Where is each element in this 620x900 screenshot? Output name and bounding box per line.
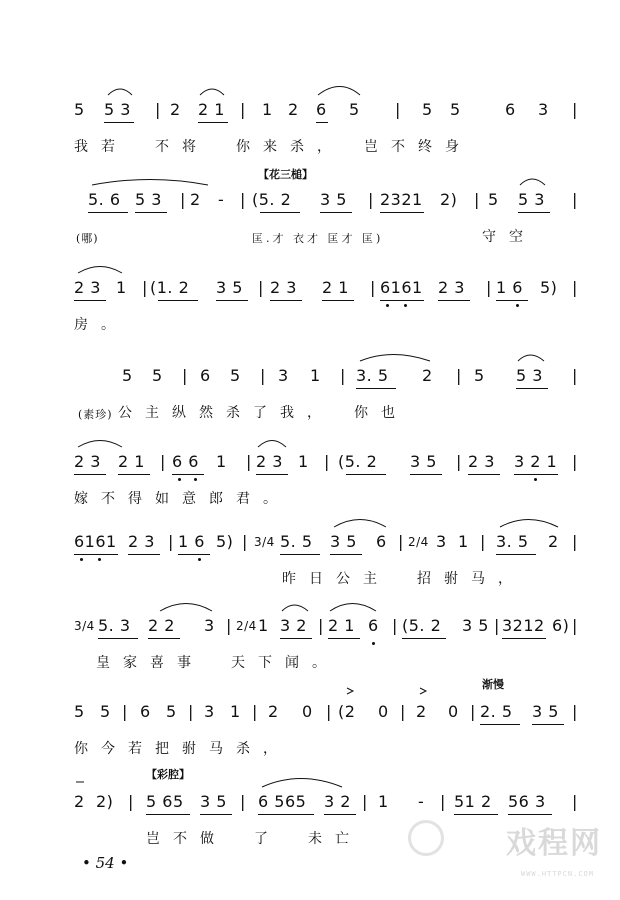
- note-group: 51 2: [454, 792, 492, 811]
- time-signature: 3/4: [254, 535, 275, 549]
- note: 5: [100, 702, 111, 721]
- barline: |: [168, 532, 174, 551]
- lyric-line: 岂不做 了 未亡: [146, 831, 362, 847]
- slur-marks: [0, 614, 620, 700]
- slur-marks: [0, 530, 620, 616]
- note-group: (5. 2: [402, 616, 442, 635]
- lyric-line: 皇家喜事 天下闻。: [96, 655, 339, 671]
- note: 5): [216, 532, 234, 551]
- barline: |: [240, 190, 246, 209]
- barline: |: [340, 366, 346, 385]
- barline: |: [392, 616, 398, 635]
- section-label: 【花三槌】: [258, 168, 313, 181]
- watermark-url: WWW.HTTPCN.COM: [520, 870, 594, 878]
- barline: |: [494, 616, 500, 635]
- lyric-line: 你今若把驸马杀，: [74, 741, 290, 757]
- barline: |: [572, 452, 578, 471]
- note: (2: [338, 702, 356, 721]
- barline: |: [182, 366, 188, 385]
- note: 1: [116, 278, 127, 297]
- barline: |: [572, 792, 578, 811]
- barline: |: [572, 366, 578, 385]
- note: 2: [190, 190, 201, 209]
- percussion-line: 匡.才 衣才 匡才 匡): [252, 232, 384, 245]
- barline: |: [572, 100, 578, 119]
- note: 6: [200, 366, 211, 385]
- note-group: 56 3: [508, 792, 546, 811]
- barline: |: [572, 702, 578, 721]
- barline: |: [400, 702, 406, 721]
- lyric-line: 守空: [482, 229, 536, 245]
- note-group: 5 3: [104, 100, 131, 119]
- barline: |: [326, 702, 332, 721]
- note: 2): [96, 792, 114, 811]
- note: 1: [310, 366, 321, 385]
- score-system-3: [0, 276, 620, 362]
- note-group: 5 3: [518, 190, 545, 209]
- note: 3: [538, 100, 549, 119]
- note-group: 3 5: [462, 616, 489, 635]
- barline: |: [324, 452, 330, 471]
- watermark-text: 戏程网: [506, 826, 602, 861]
- note-group: 2 3: [128, 532, 155, 551]
- note: 6: [140, 702, 151, 721]
- watermark-logo-icon: [408, 820, 444, 856]
- note: 6: [376, 532, 387, 551]
- note-group: 5. 5: [280, 532, 313, 551]
- lyric-prefix: (哪): [76, 232, 99, 245]
- note: 2: [288, 100, 299, 119]
- note-group: 2321: [380, 190, 423, 209]
- note: 0: [302, 702, 313, 721]
- lyric-line: 我若 不将 你来杀， 岂不终身: [74, 139, 472, 155]
- note: 5: [450, 100, 461, 119]
- barline: |: [572, 190, 578, 209]
- note: 3: [204, 702, 215, 721]
- note-group: 5 3: [135, 190, 162, 209]
- note: 5: [422, 100, 433, 119]
- barline: |: [486, 278, 492, 297]
- slur-marks: [0, 364, 620, 450]
- note-group: 6 6: [172, 452, 199, 471]
- barline: |: [188, 702, 194, 721]
- barline: |: [474, 190, 480, 209]
- barline: |: [240, 792, 246, 811]
- time-signature: 3/4: [74, 619, 95, 633]
- barline: |: [242, 532, 248, 551]
- slur-marks: [0, 276, 620, 362]
- note-group: 3 5: [320, 190, 347, 209]
- page-number: • 54 •: [82, 854, 129, 872]
- barline: |: [456, 452, 462, 471]
- barline: |: [122, 702, 128, 721]
- note: 2: [422, 366, 433, 385]
- note-group: 3 2: [324, 792, 351, 811]
- note: 2: [416, 702, 427, 721]
- note: 2: [170, 100, 181, 119]
- slur-marks: [0, 450, 620, 536]
- note-group: 3 5: [200, 792, 227, 811]
- score-system-2: [0, 168, 620, 274]
- note-group: 3. 5: [356, 366, 389, 385]
- tempo-marking: 渐慢: [482, 678, 504, 691]
- note-group: 3 2: [280, 616, 307, 635]
- note-group: 3 5: [532, 702, 559, 721]
- score-system-6: [0, 530, 620, 616]
- note: 2): [440, 190, 458, 209]
- score-system-4: [0, 364, 620, 450]
- barline: |: [362, 792, 368, 811]
- accent-marks: [0, 700, 620, 786]
- score-system-8: [0, 678, 620, 786]
- note-group: 2 3: [438, 278, 465, 297]
- lyric-prefix: (素珍): [78, 408, 113, 421]
- note: 0: [378, 702, 389, 721]
- note: 1: [262, 100, 273, 119]
- note: 6: [368, 616, 379, 635]
- note: 3: [436, 532, 447, 551]
- barline: |: [240, 100, 246, 119]
- note-group: 3 5: [330, 532, 357, 551]
- note-group: 6 565: [258, 792, 307, 811]
- note-group: 3 5: [216, 278, 243, 297]
- note-group: 2 1: [118, 452, 145, 471]
- barline: |: [395, 100, 401, 119]
- note-group: 3 2 1: [514, 452, 558, 471]
- note-group: 3212: [502, 616, 545, 635]
- note-group: 5 65: [146, 792, 184, 811]
- note-group: 1 6: [496, 278, 523, 297]
- note-group: 6161: [74, 532, 117, 551]
- lyric-line: 房。: [74, 317, 128, 333]
- lyric-line: 昨日公主 招驸马，: [282, 571, 525, 587]
- note: 5: [74, 100, 85, 119]
- lyric-line: 公主纵然杀了我， 你也: [118, 405, 408, 421]
- note-group: 3 5: [410, 452, 437, 471]
- note: 2: [74, 792, 85, 811]
- barline: |: [456, 366, 462, 385]
- note-group: 5. 6: [88, 190, 121, 209]
- note-group: 2 3: [74, 278, 101, 297]
- note-group: (1. 2: [150, 278, 190, 297]
- slur-marks: [0, 188, 620, 274]
- barline: |: [572, 532, 578, 551]
- note: 5: [152, 366, 163, 385]
- barline: |: [260, 366, 266, 385]
- barline: |: [258, 278, 264, 297]
- note-group: 2. 5: [480, 702, 513, 721]
- note-group: 2 1: [328, 616, 355, 635]
- note: -: [218, 190, 225, 209]
- score-system-7: [0, 614, 620, 700]
- note: 1: [458, 532, 469, 551]
- note-group: 3. 5: [496, 532, 529, 551]
- time-signature: 2/4: [236, 619, 257, 633]
- barline: |: [440, 792, 446, 811]
- barline: |: [128, 792, 134, 811]
- barline: |: [470, 702, 476, 721]
- barline: |: [142, 278, 148, 297]
- note-group: 2 3: [468, 452, 495, 471]
- barline: |: [572, 616, 578, 635]
- note-group: 2 3: [270, 278, 297, 297]
- note-group: 2 3: [74, 452, 101, 471]
- note: 5: [488, 190, 499, 209]
- note: 1: [216, 452, 227, 471]
- barline: |: [155, 100, 161, 119]
- note: 5: [122, 366, 133, 385]
- barline: |: [480, 532, 486, 551]
- note: 5: [474, 366, 485, 385]
- note: 3: [204, 616, 215, 635]
- note: 0: [448, 702, 459, 721]
- barline: |: [318, 616, 324, 635]
- note-group: 6161: [380, 278, 423, 297]
- lyric-line: 嫁不得如意郎君。: [74, 491, 290, 507]
- barline: |: [252, 702, 258, 721]
- barline: |: [160, 452, 166, 471]
- barline: |: [572, 278, 578, 297]
- barline: |: [180, 190, 186, 209]
- time-signature: 2/4: [408, 535, 429, 549]
- note: 1: [378, 792, 389, 811]
- note: 1: [258, 616, 269, 635]
- note: 6: [505, 100, 516, 119]
- note: 5): [540, 278, 558, 297]
- barline: |: [226, 616, 232, 635]
- note-group: 5 3: [516, 366, 543, 385]
- note: 2: [548, 532, 559, 551]
- note: -: [418, 792, 425, 811]
- barline: |: [246, 452, 252, 471]
- section-label: 【彩腔】: [146, 768, 190, 781]
- note: 5: [74, 702, 85, 721]
- score-system-5: [0, 450, 620, 536]
- note: 5: [349, 100, 360, 119]
- note-group: 2 1: [322, 278, 349, 297]
- note: 6: [316, 100, 327, 119]
- note: 1: [230, 702, 241, 721]
- note: 6): [552, 616, 570, 635]
- note-group: 5. 3: [98, 616, 131, 635]
- note: 3: [278, 366, 289, 385]
- note-group: (5. 2: [338, 452, 378, 471]
- note-group: 2 1: [198, 100, 225, 119]
- note: 1: [298, 452, 309, 471]
- note-group: 2 3: [256, 452, 283, 471]
- barline: |: [370, 278, 376, 297]
- barline: |: [398, 532, 404, 551]
- note-group: 2 2: [148, 616, 175, 635]
- note: 5: [230, 366, 241, 385]
- note-group: 1 6: [178, 532, 205, 551]
- note: 5: [166, 702, 177, 721]
- note-group: (5. 2: [252, 190, 292, 209]
- barline: |: [368, 190, 374, 209]
- note: 2: [268, 702, 279, 721]
